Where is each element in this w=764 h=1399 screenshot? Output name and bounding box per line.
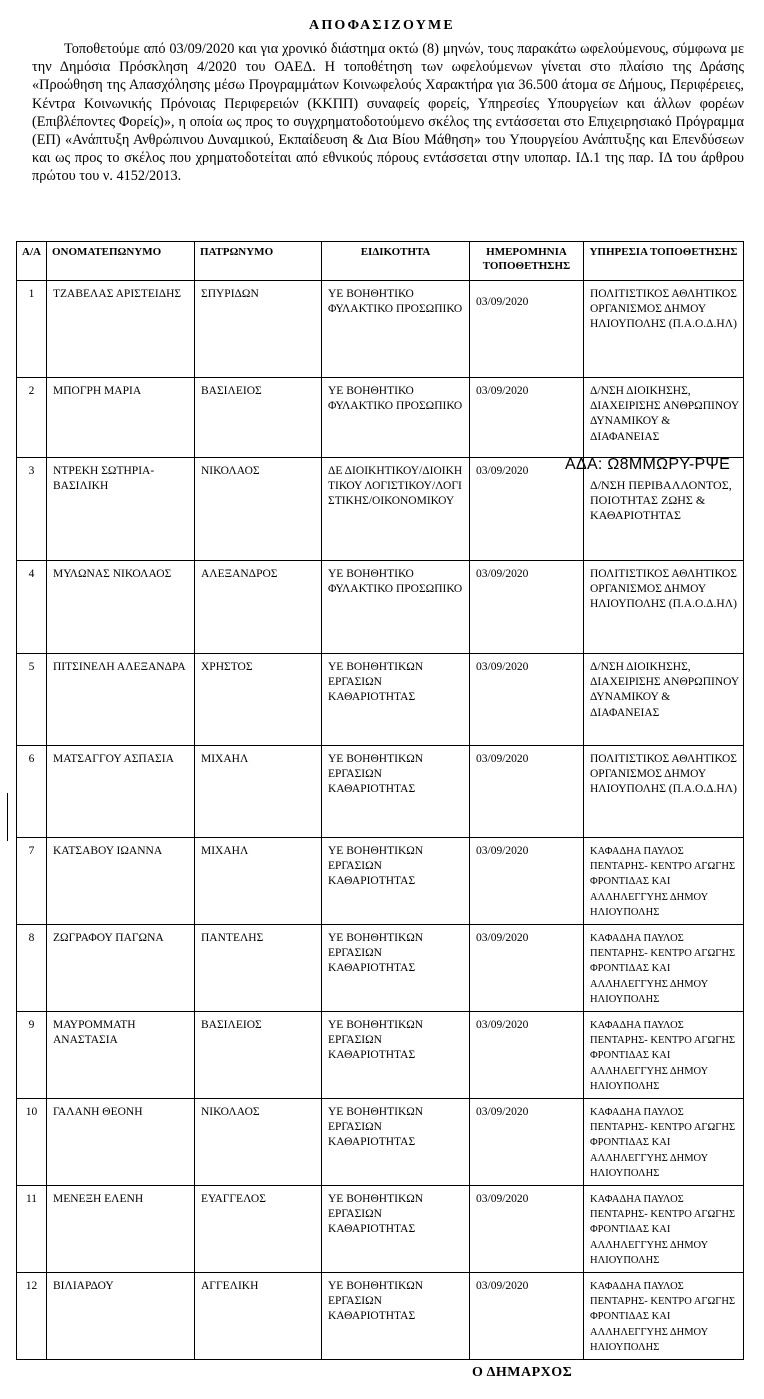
cell-specialty: ΥΕ ΒΟΗΘΗΤΙΚΟ ΦΥΛΑΚΤΙΚΟ ΠΡΟΣΩΠΙΚΟ: [328, 568, 463, 596]
table-row: [17, 1273, 744, 1360]
cell-date: 03/09/2020: [476, 385, 529, 397]
cell-date: 03/09/2020: [476, 568, 529, 580]
cell-date: 03/09/2020: [476, 1106, 529, 1119]
cell-date: 03/09/2020: [476, 465, 529, 477]
cell-aa: 5: [28, 661, 35, 673]
table-row: [17, 1099, 744, 1186]
signature-title: Ο ΔΗΜΑΡΧΟΣ: [472, 1365, 573, 1380]
cell-name: ΖΩΓΡΑΦΟΥ ΠΑΓΩΝΑ: [53, 932, 164, 945]
cell-service: Δ/ΝΣΗ ΔΙΟΙΚΗΣΗΣ, ΔΙΑΧΕΙΡΙΣΗΣ ΑΝΘΡΩΠΙΝΟΥ ΔΥΝΑΜΙΚΟΥ & ΔΙΑΦΑΝΕΙΑΣ: [590, 385, 739, 443]
cell-aa: 7: [28, 845, 35, 857]
header-specialty: ΕΙΔΙΚΟΤΗΤΑ: [322, 242, 470, 281]
header-father: ΠΑΤΡΩΝΥΜΟ: [195, 242, 322, 281]
cell-name: ΓΑΛΑΝΗ ΘΕΟΝΗ: [53, 1106, 143, 1119]
cell-service: ΚΑΦΑΔΗΑ ΠΑΥΛΟΣ ΠΕΝΤΑΡΗΣ- ΚΕΝΤΡΟ ΑΓΩΓΗΣ ΦΡΟΝΤΙΔΑΣ ΚΑΙ ΑΛΛΗΛΕΓΓΥΗΣ ΔΗΜΟΥ ΗΛΙΟΥΠΟΛΗΣ: [590, 1194, 736, 1266]
table-row: [17, 281, 744, 378]
cell-father: ΝΙΚΟΛΑΟΣ: [201, 465, 260, 477]
cell-aa: 1: [28, 288, 35, 300]
cell-service: Δ/ΝΣΗ ΠΕΡΙΒΑΛΛΟΝΤΟΣ, ΠΟΙΟΤΗΤΑΣ ΖΩΗΣ & ΚΑΘΑΡΙΟΤΗΤΑΣ: [590, 478, 732, 523]
cell-specialty: ΥΕ ΒΟΗΘΗΤΙΚΩΝ ΕΡΓΑΣΙΩΝ ΚΑΘΑΡΙΟΤΗΤΑΣ: [328, 932, 424, 975]
cell-specialty: ΥΕ ΒΟΗΘΗΤΙΚΟ ΦΥΛΑΚΤΙΚΟ ΠΡΟΣΩΠΙΚΟ: [328, 288, 463, 316]
cell-aa: 10: [25, 1106, 38, 1119]
cell-service: ΠΟΛΙΤΙΣΤΙΚΟΣ ΑΘΛΗΤΙΚΟΣ ΟΡΓΑΝΙΣΜΟΣ ΔΗΜΟΥ ΗΛΙΟΥΠΟΛΗΣ (Π.Α.Ο.Δ.ΗΛ): [590, 288, 737, 331]
cell-name: ΝΤΡΕΚΗ ΣΩΤΗΡΙΑ-ΒΑΣΙΛΙΚΗ: [53, 465, 155, 493]
cell-specialty: ΥΕ ΒΟΗΘΗΤΙΚΩΝ ΕΡΓΑΣΙΩΝ ΚΑΘΑΡΙΟΤΗΤΑΣ: [328, 1019, 424, 1062]
table-row: [17, 561, 744, 654]
cell-father: ΠΑΝΤΕΛΗΣ: [201, 932, 264, 945]
page-heading: ΑΠΟΦΑΣΙΖΟΥΜΕ: [309, 18, 455, 33]
cell-date: 03/09/2020: [476, 845, 529, 857]
cell-aa: 6: [28, 753, 35, 765]
document-id-stamp: ΑΔΑ: Ω8ΜΜΩΡΥ-ΡΨΕ: [565, 456, 731, 473]
cell-father: ΒΑΣΙΛΕΙΟΣ: [201, 1019, 262, 1032]
cell-aa: 2: [28, 385, 35, 397]
cell-name: ΚΑΤΣΑΒΟΥ ΙΩΑΝΝΑ: [53, 845, 163, 857]
cell-aa: 8: [28, 932, 35, 945]
cell-aa: 11: [25, 1193, 38, 1206]
intro-paragraph: Τοποθετούμε από 03/09/2020 και για χρονικό διάστημα οκτώ (8) μηνών, τους παρακάτω ωφελούμενους, σύμφωνα με την Δημόσια Πρόσκληση 4/2020 του ΟΑΕΔ. Η τοποθέτηση των ωφελούμενων γίνεται στο πλαίσιο της Δράσης «Προώθηση της Απασχόλησης μέσω Προγραμμάτων Κοινωφελούς Χαρακτήρα για 36.500 άτομα σε Δήμους, Περιφέρειες, Κέντρα Κοινωνικής Πρόνοιας Περιφερειών (ΚΚΠΠ) συναφείς φορείς, Υπηρεσίες Υπουργείων και άλλων φορέων (Επιβλέποντες Φορείς)», η οποία ως προς το συγχρηματοδοτούμενο σκέλος της εντάσσεται στο Επιχειρησιακό Πρόγραμμα (ΕΠ) «Ανάπτυξη Ανθρώπινου Δυναμικού, Εκπαίδευση & Δια Βίου Μάθηση» του Υπουργείου Ανάπτυξης και Επενδύσεων και ως προς το σκέλος που χρηματοδοτείται από εθνικούς πόρους εντάσσεται στην υποπαρ. ΙΔ.1 της παρ. ΙΔ του άρθρου πρώτου του ν. 4152/2013.: [32, 41, 744, 185]
cell-father: ΧΡΗΣΤΟΣ: [201, 661, 253, 673]
cell-name: ΜΥΛΩΝΑΣ ΝΙΚΟΛΑΟΣ: [53, 568, 172, 580]
table-header-row: [17, 242, 744, 281]
cell-date: 03/09/2020: [476, 1019, 529, 1032]
cell-specialty: ΥΕ ΒΟΗΘΗΤΙΚΩΝ ΕΡΓΑΣΙΩΝ ΚΑΘΑΡΙΟΤΗΤΑΣ: [328, 845, 424, 888]
cell-name: ΤΖΑΒΕΛΑΣ ΑΡΙΣΤΕΙΔΗΣ: [53, 288, 182, 300]
cell-name: ΜΠΟΓΡΗ ΜΑΡΙΑ: [53, 385, 142, 397]
cell-specialty: ΥΕ ΒΟΗΘΗΤΙΚΟ ΦΥΛΑΚΤΙΚΟ ΠΡΟΣΩΠΙΚΟ: [328, 385, 463, 413]
placements-table: [16, 241, 744, 1360]
header-date: ΗΜΕΡΟΜΗΝΙΑ ΤΟΠΟΘΕΤΗΣΗΣ: [470, 242, 584, 281]
cell-specialty: ΥΕ ΒΟΗΘΗΤΙΚΩΝ ΕΡΓΑΣΙΩΝ ΚΑΘΑΡΙΟΤΗΤΑΣ: [328, 661, 424, 704]
header-service: ΥΠΗΡΕΣΙΑ ΤΟΠΟΘΕΤΗΣΗΣ: [584, 242, 744, 281]
cell-father: ΣΠΥΡΙΔΩΝ: [201, 288, 259, 300]
cell-service: Δ/ΝΣΗ ΔΙΟΙΚΗΣΗΣ, ΔΙΑΧΕΙΡΙΣΗΣ ΑΝΘΡΩΠΙΝΟΥ ΔΥΝΑΜΙΚΟΥ & ΔΙΑΦΑΝΕΙΑΣ: [590, 661, 739, 719]
header-name: ΟΝΟΜΑΤΕΠΩΝΥΜΟ: [47, 242, 195, 281]
cell-service: ΚΑΦΑΔΗΑ ΠΑΥΛΟΣ ΠΕΝΤΑΡΗΣ- ΚΕΝΤΡΟ ΑΓΩΓΗΣ ΦΡΟΝΤΙΔΑΣ ΚΑΙ ΑΛΛΗΛΕΓΓΥΗΣ ΔΗΜΟΥ ΗΛΙΟΥΠΟΛΗΣ: [590, 1020, 736, 1092]
cell-father: ΜΙΧΑΗΛ: [201, 845, 249, 857]
cell-father: ΕΥΑΓΓΕΛΟΣ: [201, 1193, 266, 1206]
cell-specialty: ΥΕ ΒΟΗΘΗΤΙΚΩΝ ΕΡΓΑΣΙΩΝ ΚΑΘΑΡΙΟΤΗΤΑΣ: [328, 1193, 424, 1236]
cell-name: ΒΙΛΙΑΡΔΟΥ: [53, 1280, 114, 1293]
table-row: [17, 746, 744, 838]
cell-date: 03/09/2020: [476, 661, 529, 673]
cell-service: ΚΑΦΑΔΗΑ ΠΑΥΛΟΣ ΠΕΝΤΑΡΗΣ- ΚΕΝΤΡΟ ΑΓΩΓΗΣ ΦΡΟΝΤΙΔΑΣ ΚΑΙ ΑΛΛΗΛΕΓΓΥΗΣ ΔΗΜΟΥ ΗΛΙΟΥΠΟΛΗΣ: [590, 1107, 736, 1179]
cell-date: 03/09/2020: [476, 296, 529, 308]
table-row: [17, 838, 744, 925]
cell-service: ΠΟΛΙΤΙΣΤΙΚΟΣ ΑΘΛΗΤΙΚΟΣ ΟΡΓΑΝΙΣΜΟΣ ΔΗΜΟΥ ΗΛΙΟΥΠΟΛΗΣ (Π.Α.Ο.Δ.ΗΛ): [590, 753, 737, 796]
cell-father: ΑΓΓΕΛΙΚΗ: [201, 1280, 259, 1293]
margin-mark: [7, 793, 8, 841]
table-row: [17, 378, 744, 458]
table-row: [17, 1012, 744, 1099]
cell-name: ΜΑΤΣΑΓΓΟΥ ΑΣΠΑΣΙΑ: [53, 753, 174, 765]
header-aa: Α/Α: [17, 242, 47, 281]
cell-date: 03/09/2020: [476, 1193, 529, 1206]
cell-aa: 9: [28, 1019, 35, 1032]
cell-service: ΚΑΦΑΔΗΑ ΠΑΥΛΟΣ ΠΕΝΤΑΡΗΣ- ΚΕΝΤΡΟ ΑΓΩΓΗΣ ΦΡΟΝΤΙΔΑΣ ΚΑΙ ΑΛΛΗΛΕΓΓΥΗΣ ΔΗΜΟΥ ΗΛΙΟΥΠΟΛΗΣ: [590, 846, 736, 918]
cell-specialty: ΔΕ ΔΙΟΙΚΗΤΙΚΟΥ/ΔΙΟΙΚΗΤΙΚΟΥ ΛΟΓΙΣΤΙΚΟΥ/ΛΟΓΙΣΤΙΚΗΣ/ΟΙΚΟΝΟΜΙΚΟΥ: [328, 465, 463, 508]
cell-father: ΝΙΚΟΛΑΟΣ: [201, 1106, 260, 1119]
cell-specialty: ΥΕ ΒΟΗΘΗΤΙΚΩΝ ΕΡΓΑΣΙΩΝ ΚΑΘΑΡΙΟΤΗΤΑΣ: [328, 753, 424, 796]
table-row: [17, 1186, 744, 1273]
table-row: [17, 654, 744, 746]
cell-specialty: ΥΕ ΒΟΗΘΗΤΙΚΩΝ ΕΡΓΑΣΙΩΝ ΚΑΘΑΡΙΟΤΗΤΑΣ: [328, 1106, 424, 1149]
cell-date: 03/09/2020: [476, 753, 529, 765]
cell-date: 03/09/2020: [476, 1280, 529, 1293]
cell-aa: 4: [28, 568, 35, 580]
cell-date: 03/09/2020: [476, 932, 529, 945]
cell-specialty: ΥΕ ΒΟΗΘΗΤΙΚΩΝ ΕΡΓΑΣΙΩΝ ΚΑΘΑΡΙΟΤΗΤΑΣ: [328, 1280, 424, 1323]
cell-father: ΜΙΧΑΗΛ: [201, 753, 249, 765]
table-row: [17, 925, 744, 1012]
cell-name: ΠΙΤΣΙΝΕΛΗ ΑΛΕΞΑΝΔΡΑ: [53, 661, 186, 673]
cell-father: ΒΑΣΙΛΕΙΟΣ: [201, 385, 262, 397]
cell-aa: 12: [25, 1280, 38, 1293]
cell-father: ΑΛΕΞΑΝΔΡΟΣ: [201, 568, 278, 580]
cell-aa: 3: [28, 465, 35, 477]
cell-name: ΜΕΝΕΞΗ ΕΛΕΝΗ: [53, 1193, 144, 1206]
cell-name: ΜΑΥΡΟΜΜΑΤΗ ΑΝΑΣΤΑΣΙΑ: [53, 1019, 136, 1047]
cell-service: ΚΑΦΑΔΗΑ ΠΑΥΛΟΣ ΠΕΝΤΑΡΗΣ- ΚΕΝΤΡΟ ΑΓΩΓΗΣ ΦΡΟΝΤΙΔΑΣ ΚΑΙ ΑΛΛΗΛΕΓΓΥΗΣ ΔΗΜΟΥ ΗΛΙΟΥΠΟΛΗΣ: [590, 1281, 736, 1353]
cell-service: ΠΟΛΙΤΙΣΤΙΚΟΣ ΑΘΛΗΤΙΚΟΣ ΟΡΓΑΝΙΣΜΟΣ ΔΗΜΟΥ ΗΛΙΟΥΠΟΛΗΣ (Π.Α.Ο.Δ.ΗΛ): [590, 568, 737, 611]
cell-service: ΚΑΦΑΔΗΑ ΠΑΥΛΟΣ ΠΕΝΤΑΡΗΣ- ΚΕΝΤΡΟ ΑΓΩΓΗΣ ΦΡΟΝΤΙΔΑΣ ΚΑΙ ΑΛΛΗΛΕΓΓΥΗΣ ΔΗΜΟΥ ΗΛΙΟΥΠΟΛΗΣ: [590, 933, 736, 1005]
